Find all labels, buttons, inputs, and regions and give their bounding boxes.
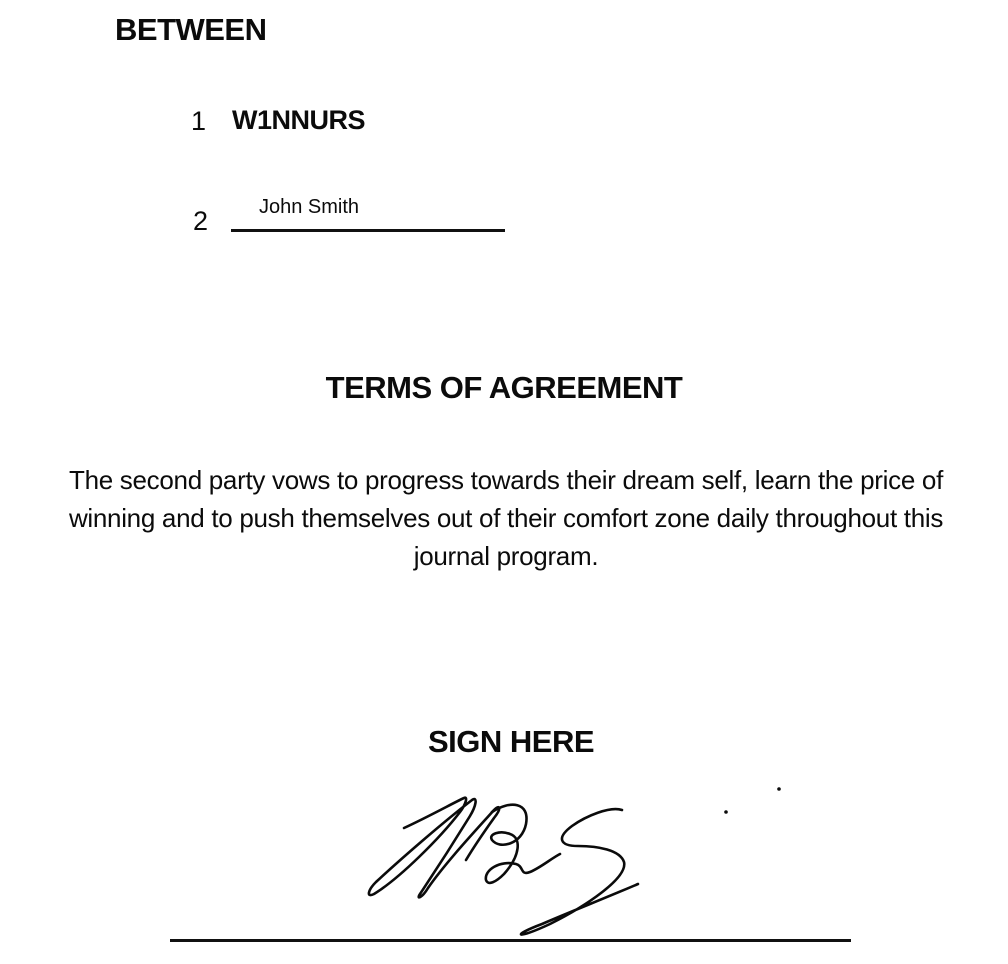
party-2-name-field[interactable] (231, 194, 505, 232)
signature-icon (360, 780, 800, 945)
signature-line[interactable] (170, 939, 851, 942)
party-2-number: 2 (193, 206, 209, 236)
terms-body: The second party vows to progress towards their dream self, learn the price of winning and to push themselves out of their comfort zone daily throughout this journal program. (68, 465, 944, 571)
terms-heading: TERMS OF AGREEMENT (325, 370, 683, 405)
party-1-name: W1NNURS (232, 105, 366, 135)
party-2-name: John Smith (259, 196, 360, 218)
sign-here-heading: SIGN HERE (427, 724, 595, 759)
between-heading: BETWEEN (115, 12, 267, 47)
party-1-number: 1 (191, 106, 207, 136)
